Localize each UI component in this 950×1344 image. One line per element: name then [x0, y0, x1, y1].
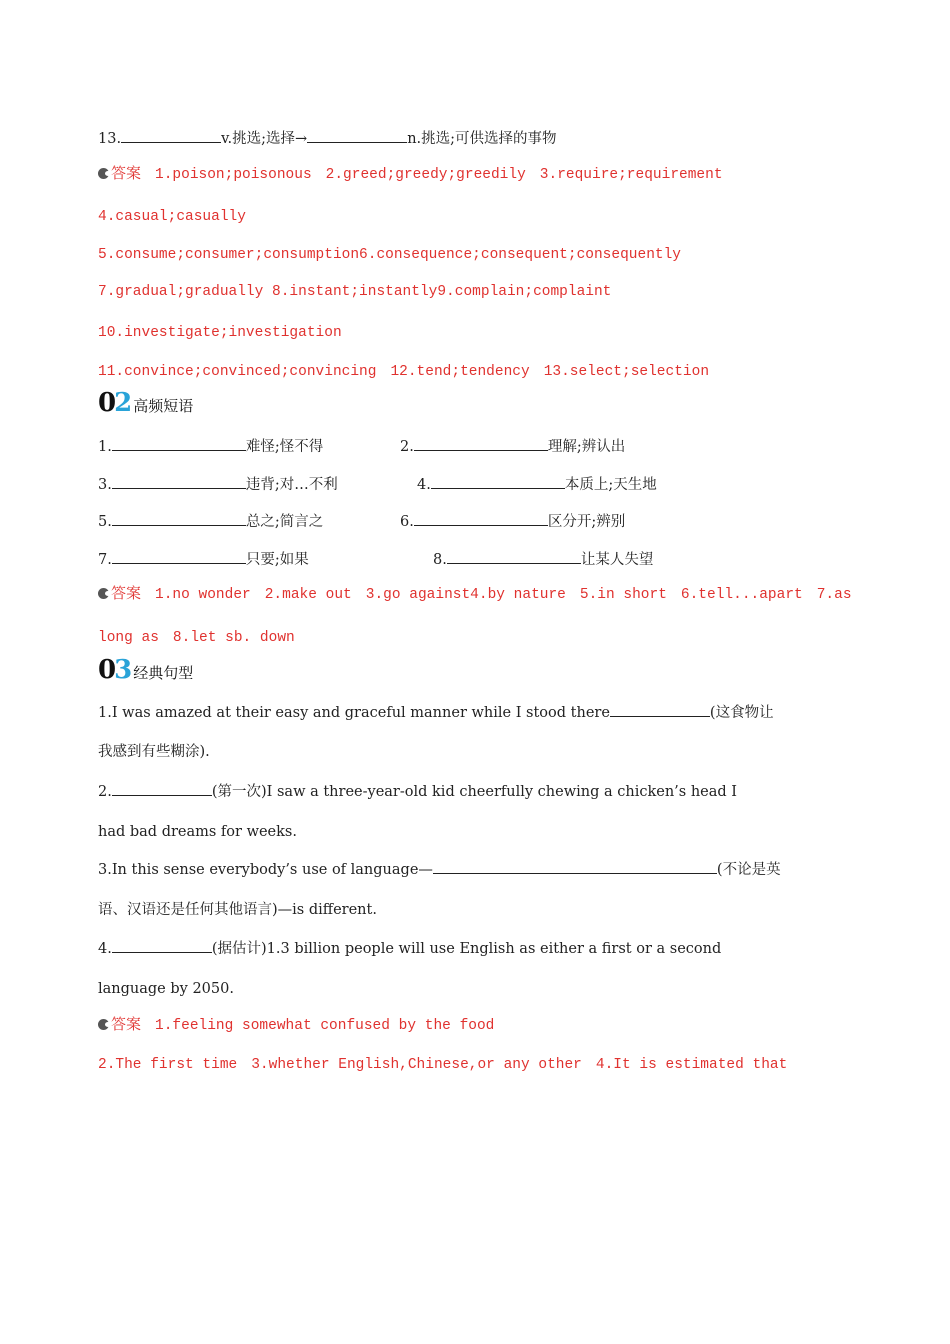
fill-blank[interactable]: [447, 549, 581, 564]
answer-label: 答案: [111, 584, 142, 602]
answer-line: 10.investigate;investigation: [98, 325, 342, 341]
sentence-continuation: had bad dreams for weeks.: [98, 824, 297, 840]
fill-blank[interactable]: [112, 781, 212, 796]
phrase-item: 5. 总之;简言之: [98, 510, 323, 531]
answer-label: 答案: [111, 1015, 142, 1033]
answer-line: 答案 1.poison;poisonous 2.greed;greedy;greedily 3.require;requirement: [98, 163, 723, 185]
sentence-item: 4. (据估计)1.3 billion people will use English as either a first or a second: [98, 938, 721, 959]
answer-line: 7.gradual;gradually 8.instant;instantly9.complain;complaint: [98, 284, 612, 300]
phrase-item: 3. 违背;对…不利: [98, 473, 338, 494]
fill-blank[interactable]: [112, 938, 212, 953]
phrase-item: 7. 只要;如果: [98, 548, 309, 569]
answer-line: 11.convince;convinced;convincing 12.tend;tendency 13.select;selection: [98, 364, 710, 380]
sentence-item: 1.I was amazed at their easy and graceful manner while I stood there (这食物让: [98, 702, 774, 723]
answer-icon: [98, 588, 109, 599]
fill-blank[interactable]: [121, 128, 221, 143]
fill-blank[interactable]: [431, 474, 565, 489]
answer-icon: [98, 1019, 109, 1030]
phrase-item: 1. 难怪;怪不得: [98, 435, 323, 456]
answer-line: 5.consume;consumer;consumption6.consequence;consequent;consequently: [98, 247, 681, 263]
fill-blank[interactable]: [610, 702, 710, 717]
fill-blank[interactable]: [414, 511, 548, 526]
phrase-item: 6. 区分开;辨别: [400, 510, 625, 531]
sentence-item: 3.In this sense everybody’s use of language— (不论是英: [98, 859, 781, 880]
answer-line: long as 8.let sb. down: [98, 630, 295, 646]
fill-blank[interactable]: [112, 511, 246, 526]
answer-line: 2.The first time 3.whether English,Chinese,or any other 4.It is estimated that: [98, 1057, 788, 1073]
sentence-continuation: 语、汉语还是任何其他语言)—is different.: [98, 902, 377, 918]
answer-line: 答案 1.feeling somewhat confused by the food: [98, 1014, 494, 1036]
fill-blank[interactable]: [414, 436, 548, 451]
answer-line: 答案 1.no wonder 2.make out 3.go against4.by nature 5.in short 6.tell...apart 7.as: [98, 583, 852, 605]
phrase-item: 2. 理解;辨认出: [400, 435, 625, 456]
fill-blank[interactable]: [112, 474, 246, 489]
fill-blank[interactable]: [112, 436, 246, 451]
fill-blank[interactable]: [433, 859, 717, 874]
phrase-item: 4. 本质上;天生地: [417, 473, 657, 494]
fill-blank[interactable]: [307, 128, 407, 143]
answer-icon: [98, 168, 109, 179]
fill-blank[interactable]: [112, 549, 246, 564]
sentence-item: 2. (第一次)I saw a three-year-old kid cheerfully chewing a chicken’s head I: [98, 781, 737, 802]
vocab-item-13: 13. v.挑选;选择→ n.挑选;可供选择的事物: [98, 128, 557, 149]
phrase-item: 8. 让某人失望: [433, 548, 653, 569]
section-heading-phrases: 02高频短语: [98, 388, 194, 418]
section-heading-sentences: 03经典句型: [98, 655, 194, 685]
sentence-continuation: language by 2050.: [98, 981, 234, 997]
answer-label: 答案: [111, 164, 142, 182]
answer-line: 4.casual;casually: [98, 209, 246, 225]
sentence-continuation: 我感到有些糊涂).: [98, 744, 210, 760]
